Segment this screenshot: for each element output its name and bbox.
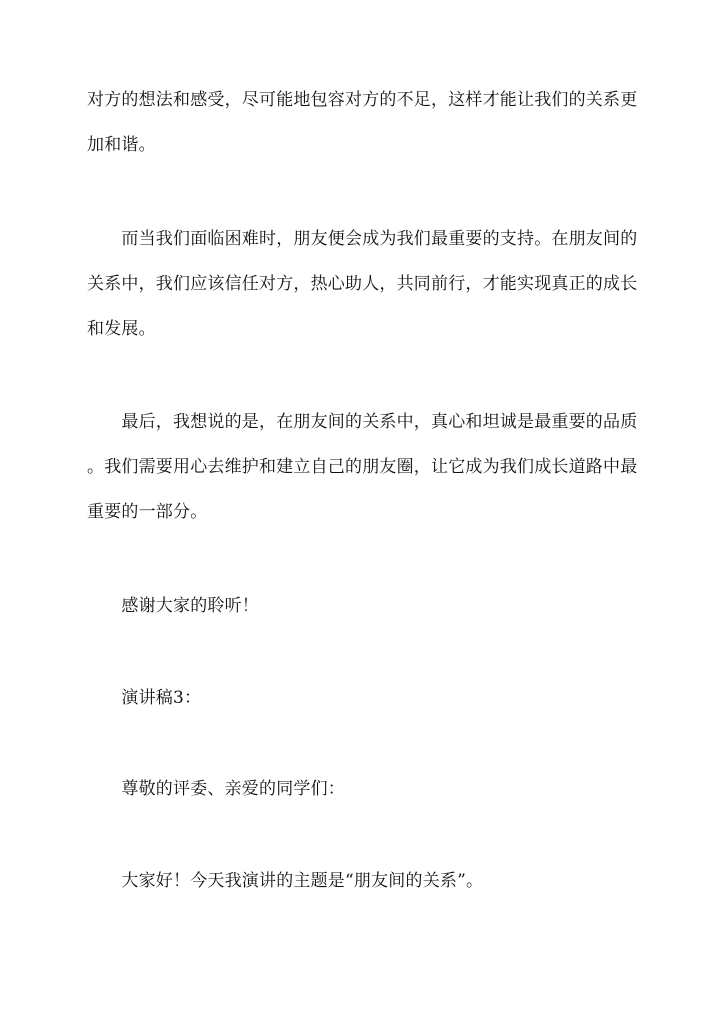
paragraph-line: 。我们需要用心去维护和建立自己的朋友圈，让它成为我们成长道路中最: [87, 457, 638, 477]
paragraph-line: 和发展。: [87, 319, 156, 339]
paragraph-line: 尊敬的评委、亲爱的同学们：: [87, 779, 345, 799]
paragraph-line: 演讲稿3：: [87, 688, 202, 708]
paragraph-support: [87, 217, 638, 352]
paragraph-line: 关系中，我们应该信任对方，热心助人，共同前行，才能实现真正的成长: [87, 274, 638, 294]
paragraph-greeting: [87, 859, 635, 904]
paragraph-line: 对方的想法和感受，尽可能地包容对方的不足，这样才能让我们的关系更: [87, 90, 638, 110]
paragraph-line: 最后，我想说的是，在朋友间的关系中，真心和坦诚是最重要的品质: [87, 412, 638, 432]
paragraph-line: 感谢大家的聆听！: [87, 596, 259, 616]
paragraph-conclusion: [87, 400, 638, 535]
paragraph-line: 重要的一部分。: [87, 502, 208, 522]
paragraph-thanks: [87, 584, 635, 629]
paragraph-salutation: [87, 767, 635, 812]
speech-heading: [87, 676, 635, 721]
paragraph-line: 加和谐。: [87, 135, 156, 155]
paragraph-line: 大家好！今天我演讲的主题是“朋友间的关系”。: [87, 871, 484, 891]
paragraph-line: 而当我们面临困难时，朋友便会成为我们最重要的支持。在朋友间的: [87, 229, 638, 249]
paragraph-harmony: [87, 78, 638, 168]
